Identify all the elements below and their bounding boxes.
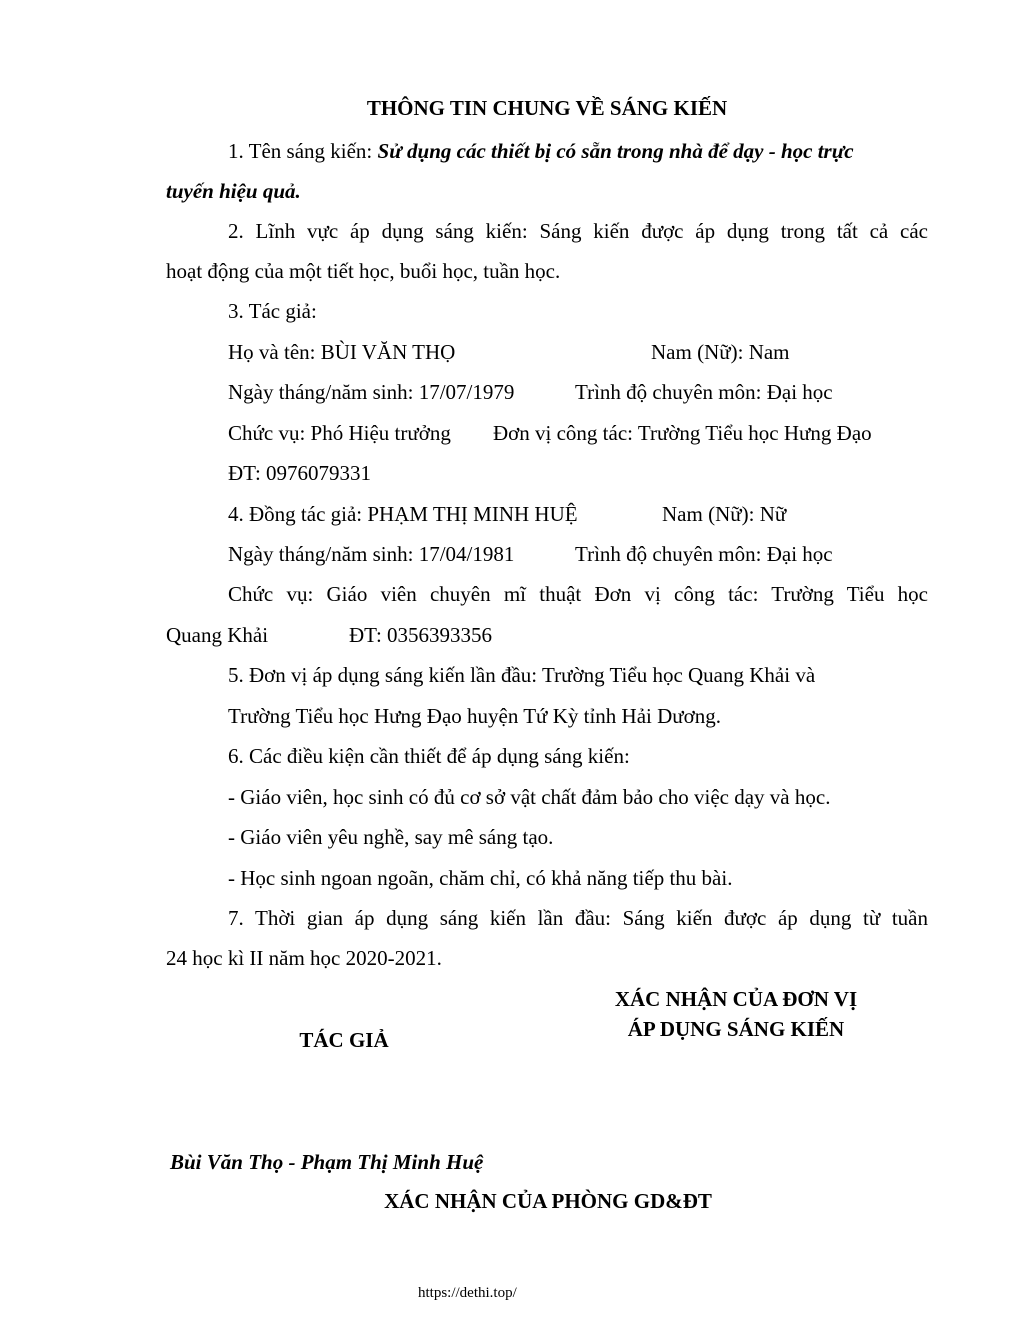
footer-url: https://dethi.top/ <box>418 1285 517 1301</box>
coauthor-dob: Ngày tháng/năm sinh: 17/04/1981 <box>228 542 515 566</box>
item2-line1: 2. Lĩnh vực áp dụng sáng kiến: Sáng kiến được áp dụng trong tất cả các <box>228 219 928 243</box>
item1-line1 <box>228 138 854 164</box>
author-signature-names: Bùi Văn Thọ - Phạm Thị Minh Huệ <box>170 1150 484 1174</box>
item7-line2: 24 học kì II năm học 2020-2021. <box>166 946 442 970</box>
coauthor-gender: Nam (Nữ): Nữ <box>662 502 787 526</box>
coauthor-position: Chức vụ: Giáo viên chuyên mĩ thuật Đơn vị công tác: Trường Tiểu học <box>228 582 928 606</box>
coauthor-name: 4. Đồng tác giả: PHẠM THỊ MINH HUỆ <box>228 502 578 526</box>
author-qualification: Trình độ chuyên môn: Đại học <box>575 380 833 404</box>
page-title: THÔNG TIN CHUNG VỀ SÁNG KIẾN <box>366 96 728 120</box>
coauthor-school: Quang Khải <box>166 623 269 647</box>
author-position: Chức vụ: Phó Hiệu trưởng <box>228 421 451 445</box>
coauthor-qualification: Trình độ chuyên môn: Đại học <box>575 542 833 566</box>
item5-line2: Trường Tiểu học Hưng Đạo huyện Tứ Kỳ tỉnh Hải Dương. <box>228 704 721 728</box>
item1-label: 1. Tên sáng kiến: <box>228 139 378 163</box>
unit-confirmation-heading-2: ÁP DỤNG SÁNG KIẾN <box>627 1017 845 1041</box>
item5-line1: 5. Đơn vị áp dụng sáng kiến lần đầu: Trường Tiểu học Quang Khải và <box>228 663 816 687</box>
initiative-name-cont: tuyến hiệu quả. <box>166 179 301 203</box>
item3-heading: 3. Tác giả: <box>228 299 317 323</box>
author-name: Họ và tên: BÙI VĂN THỌ <box>228 340 456 364</box>
condition-item: - Giáo viên yêu nghề, say mê sáng tạo. <box>228 825 554 849</box>
unit-confirmation-heading: XÁC NHẬN CỦA ĐƠN VỊ <box>614 987 858 1011</box>
initiative-name: Sử dụng các thiết bị có sẵn trong nhà để dạy - học trực <box>377 139 854 163</box>
author-dob: Ngày tháng/năm sinh: 17/07/1979 <box>228 380 515 404</box>
office-confirmation-heading: XÁC NHẬN CỦA PHÒNG GD&ĐT <box>384 1189 712 1213</box>
item6-heading: 6. Các điều kiện cần thiết để áp dụng sáng kiến: <box>228 744 630 768</box>
author-gender: Nam (Nữ): Nam <box>651 340 790 364</box>
coauthor-phone: ĐT: 0356393356 <box>349 623 493 647</box>
author-workplace: Đơn vị công tác: Trường Tiểu học Hưng Đạo <box>493 421 872 445</box>
item2-line2: hoạt động của một tiết học, buổi học, tuần học. <box>166 259 561 283</box>
item7-line1: 7. Thời gian áp dụng sáng kiến lần đầu: Sáng kiến được áp dụng từ tuần <box>228 906 928 930</box>
condition-item: - Giáo viên, học sinh có đủ cơ sở vật chất đảm bảo cho việc dạy và học. <box>228 785 831 809</box>
author-signature-heading: TÁC GIẢ <box>299 1028 389 1052</box>
author-phone: ĐT: 0976079331 <box>228 461 372 485</box>
condition-item: - Học sinh ngoan ngoãn, chăm chỉ, có khả năng tiếp thu bài. <box>228 866 733 890</box>
